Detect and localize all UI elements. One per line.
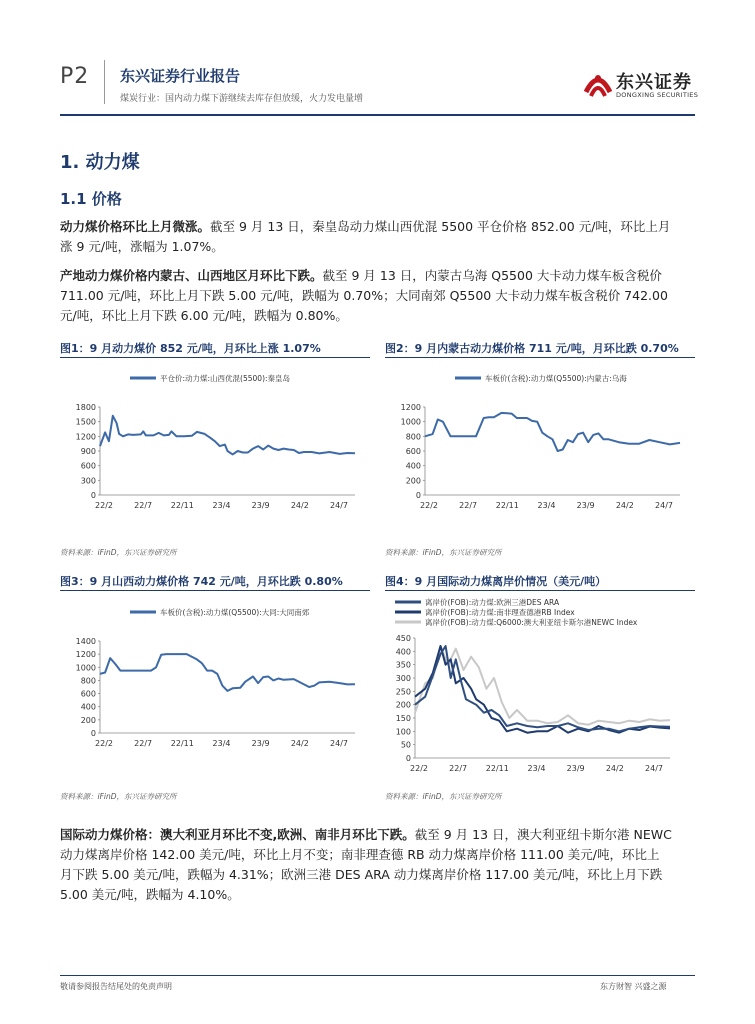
- x-tick-label: 22/7: [134, 501, 153, 510]
- chart-international-fob-price: [385, 596, 695, 776]
- paragraph-text: 元/吨，环比上月下跌 6.00 元/吨，跌幅为 0.80%。: [60, 308, 348, 323]
- y-tick-label: 300: [80, 476, 96, 486]
- y-tick-label: 600: [80, 689, 96, 699]
- x-tick-label: 22/11: [170, 739, 194, 748]
- chart-qinhuangdao-price: [60, 362, 370, 512]
- y-tick-label: 0: [405, 754, 411, 763]
- x-tick-label: 22/7: [134, 739, 153, 748]
- x-tick-label: 24/7: [330, 739, 348, 748]
- y-tick-label: 1000: [400, 417, 421, 427]
- paragraph-text: 截至 9 月 13 日，内蒙古乌海 Q5500 大卡动力煤车板含税价: [322, 268, 662, 283]
- figure-rule: [60, 590, 370, 591]
- paragraph-international-price: [60, 825, 692, 905]
- x-tick-label: 23/4: [527, 764, 546, 773]
- y-tick-label: 0: [90, 729, 96, 738]
- x-tick-label: 24/2: [605, 764, 624, 773]
- x-tick-label: 22/11: [485, 764, 509, 773]
- y-tick-label: 1200: [75, 650, 96, 660]
- x-tick-label: 24/7: [645, 764, 663, 773]
- series-line: [415, 646, 670, 725]
- x-tick-label: 23/4: [537, 501, 556, 510]
- figure-1-title: 图1：9 月动力煤价 852 元/吨，月环比上涨 1.07%: [60, 342, 321, 355]
- figure-source: 资料来源：iFinD，东兴证券研究所: [60, 792, 177, 801]
- figure-rule: [385, 590, 695, 591]
- series-line: [415, 646, 670, 733]
- report-subtitle: 煤炭行业：国内动力煤下游继续去库存但放缓，火力发电量增: [120, 94, 364, 104]
- x-tick-label: 24/2: [615, 501, 634, 510]
- y-tick-label: 200: [395, 700, 411, 710]
- y-tick-label: 800: [405, 432, 421, 442]
- y-tick-label: 1000: [75, 663, 96, 673]
- figure-rule: [60, 357, 370, 358]
- x-tick-label: 23/4: [212, 501, 231, 510]
- y-tick-label: 300: [395, 674, 411, 683]
- legend-label: 离岸价(FOB):动力煤:欧洲三港DES ARA: [425, 598, 560, 607]
- brand-name: 东兴证券: [616, 72, 692, 93]
- footer-slogan: 东方财智 兴盛之源: [600, 982, 667, 991]
- x-tick-label: 24/7: [330, 501, 348, 510]
- y-tick-label: 1800: [75, 403, 96, 412]
- y-tick-label: 600: [80, 461, 96, 471]
- x-tick-label: 22/11: [170, 501, 194, 510]
- figure-source: 资料来源：iFinD，东兴证券研究所: [385, 548, 502, 557]
- section-heading: 1. 动力煤: [60, 152, 140, 173]
- x-tick-label: 22/2: [410, 764, 428, 773]
- chart-inner-mongolia-price: [385, 362, 695, 512]
- y-tick-label: 200: [80, 715, 96, 725]
- figure-3-title: 图3：9 月山西动力煤价格 742 元/吨，月环比跌 0.80%: [60, 575, 343, 588]
- paragraph-lead: 产地动力煤价格内蒙古、山西地区月环比下跌。: [60, 268, 323, 283]
- x-tick-label: 22/2: [420, 501, 438, 510]
- figure-source: 资料来源：iFinD，东兴证券研究所: [385, 792, 502, 801]
- page-number: P2: [60, 64, 90, 89]
- x-tick-label: 24/2: [290, 739, 309, 748]
- legend-label: 车板价(含税):动力煤(Q5500):内蒙古:乌海: [485, 374, 627, 383]
- y-tick-label: 1200: [400, 403, 421, 412]
- x-tick-label: 24/7: [655, 501, 673, 510]
- paragraph-text: 截至 9 月 13 日，秦皇岛动力煤山西优混 5500 平仓价格 852.00 元/吨，环比上月: [210, 219, 671, 234]
- y-tick-label: 1200: [75, 432, 96, 442]
- x-tick-label: 22/7: [459, 501, 478, 510]
- x-tick-label: 23/9: [251, 501, 270, 510]
- y-tick-label: 400: [405, 461, 421, 471]
- subsection-heading: 1.1 价格: [60, 190, 122, 208]
- paragraph-lead: 国际动力煤价格：澳大利亚月环比不变,欧洲、南非月环比下跌。: [60, 827, 415, 842]
- header-rule: [60, 114, 695, 116]
- x-tick-label: 22/7: [449, 764, 468, 773]
- paragraph-text: 截至 9 月 13 日，澳大利亚纽卡斯尔港 NEWC: [414, 827, 672, 842]
- paragraph-thermal-coal-price: [60, 217, 692, 257]
- paragraph-lead: 动力煤价格环比上月微涨。: [60, 219, 211, 234]
- series-line: [100, 654, 355, 691]
- series-line: [100, 416, 355, 455]
- y-tick-label: 450: [395, 634, 411, 643]
- paragraph-origin-price: [60, 266, 692, 326]
- brand-name-en: DONGXING SECURITIES: [616, 91, 699, 99]
- y-tick-label: 400: [395, 647, 411, 657]
- legend-label: 平仓价:动力煤:山西优混(5500):秦皇岛: [160, 374, 291, 383]
- y-tick-label: 900: [80, 447, 96, 456]
- x-tick-label: 23/9: [576, 501, 595, 510]
- x-tick-label: 22/2: [95, 739, 113, 748]
- y-tick-label: 800: [80, 676, 96, 686]
- y-tick-label: 1500: [75, 417, 96, 427]
- y-tick-label: 600: [405, 447, 421, 456]
- chart-datong-price: [60, 596, 370, 751]
- paragraph-text: 动力煤离岸价格 142.00 美元/吨，环比上月不变；南非理查德 RB 动力煤离岸价格 111.00 美元/吨，环比上: [60, 847, 660, 862]
- y-tick-label: 100: [395, 727, 411, 737]
- header-divider: [104, 60, 105, 104]
- x-tick-label: 22/2: [95, 501, 113, 510]
- x-tick-label: 22/11: [495, 501, 519, 510]
- footer-disclaimer: 敬请参阅报告结尾处的免责声明: [60, 982, 172, 991]
- x-tick-label: 23/9: [251, 739, 270, 748]
- figure-4-title: 图4：9 月国际动力煤离岸价情况（美元/吨）: [385, 575, 607, 588]
- series-line: [415, 646, 670, 731]
- y-tick-label: 150: [395, 714, 411, 723]
- y-tick-label: 50: [400, 740, 411, 750]
- paragraph-text: 月下跌 5.00 美元/吨，跌幅为 4.31%；欧洲三港 DES ARA 动力煤离岸价格 117.00 美元/吨，环比上月下跌: [60, 867, 663, 882]
- x-tick-label: 23/4: [212, 739, 231, 748]
- figure-2-title: 图2：9 月内蒙古动力煤价格 711 元/吨，月环比跌 0.70%: [385, 342, 679, 355]
- y-tick-label: 1400: [75, 637, 96, 646]
- figure-source: 资料来源：iFinD，东兴证券研究所: [60, 548, 177, 557]
- report-title: 东兴证券行业报告: [120, 67, 241, 85]
- legend-label: 车板价(含税):动力煤(Q5500):大同:大同南郊: [160, 608, 310, 617]
- figure-rule: [385, 357, 695, 358]
- legend-label: 离岸价(FOB):动力煤:Q6000:澳大利亚纽卡斯尔港NEWC Index: [425, 618, 638, 627]
- x-tick-label: 23/9: [566, 764, 585, 773]
- y-tick-label: 200: [405, 476, 421, 486]
- paragraph-text: 5.00 美元/吨，跌幅为 4.10%。: [60, 887, 240, 902]
- y-tick-label: 400: [80, 702, 96, 712]
- paragraph-text: 711.00 元/吨，环比上月下跌 5.00 元/吨，跌幅为 0.70%；大同南郊 Q5500 大卡动力煤车板含税价 742.00: [60, 288, 668, 303]
- legend-label: 离岸价(FOB):动力煤:南非理查德港RB Index: [425, 608, 575, 617]
- dongxing-logo-icon: [582, 66, 614, 100]
- y-tick-label: 250: [395, 687, 411, 697]
- y-tick-label: 0: [415, 491, 421, 500]
- y-tick-label: 350: [395, 660, 411, 670]
- y-tick-label: 0: [90, 491, 96, 500]
- footer-rule: [60, 975, 695, 976]
- series-line: [425, 413, 680, 451]
- x-tick-label: 24/2: [290, 501, 309, 510]
- paragraph-text: 涨 9 元/吨，涨幅为 1.07%。: [60, 239, 224, 254]
